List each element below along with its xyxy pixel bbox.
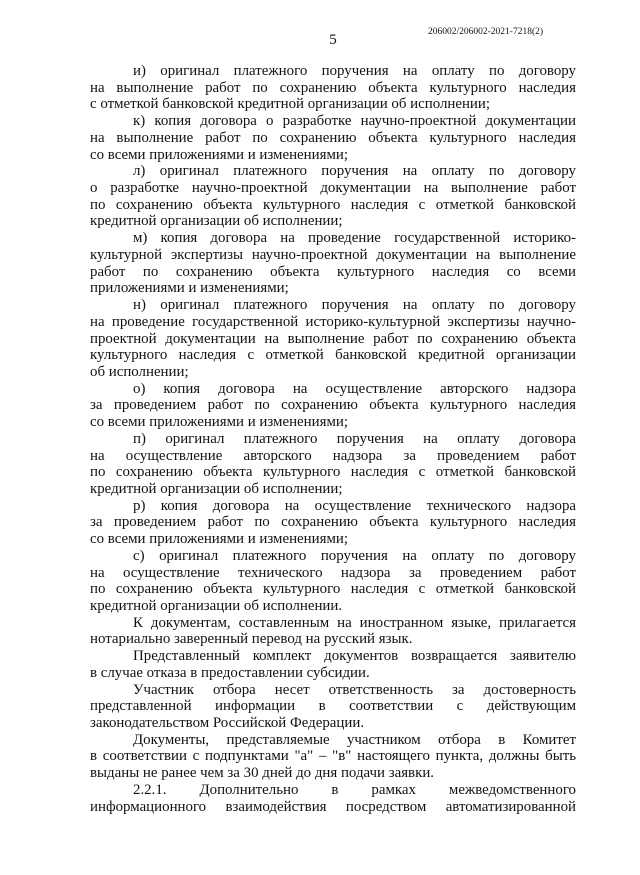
document-id: 206002/206002-2021-7218(2) bbox=[428, 27, 544, 37]
paragraph bbox=[90, 230, 576, 297]
text-line: н) оригинал платежного поручения на оплату по договору bbox=[133, 297, 576, 314]
paragraph bbox=[90, 163, 576, 230]
text-line: с отметкой банковской кредитной организации об исполнении; bbox=[90, 96, 490, 113]
text-line: работ по сохранению объекта культурного наследия со всеми bbox=[90, 263, 576, 280]
text-line: к) копия договора о разработке научно-проектной документации bbox=[133, 113, 576, 130]
text-line: по сохранению объекта культурного наследия с отметкой банковской bbox=[90, 196, 576, 213]
text-line: со всеми приложениями и изменениями; bbox=[90, 146, 348, 163]
text-line: кредитной организации об исполнении; bbox=[90, 480, 343, 497]
body-text bbox=[90, 63, 576, 815]
text-line: нотариально заверенный перевод на русский язык. bbox=[90, 631, 413, 648]
paragraph bbox=[90, 682, 576, 732]
paragraph bbox=[90, 113, 576, 163]
text-line: об исполнении; bbox=[90, 363, 189, 380]
text-line: о разработке научно-проектной документации на выполнение работ bbox=[90, 180, 576, 197]
text-line: представленной информации в соответствии с действующим bbox=[90, 698, 576, 715]
text-line: на проведение государственной историко-культурной экспертизы научно- bbox=[90, 313, 576, 330]
text-line: о) копия договора на осуществление авторского надзора bbox=[133, 380, 576, 397]
text-line: кредитной организации об исполнении; bbox=[90, 213, 343, 230]
text-line: законодательством Российской Федерации. bbox=[90, 715, 365, 732]
text-line: 2.2.1. Дополнительно в рамках межведомственного bbox=[133, 781, 576, 798]
paragraph bbox=[90, 63, 576, 113]
text-line: в случае отказа в предоставлении субсидии. bbox=[90, 664, 370, 681]
text-line: на осуществление авторского надзора за проведением работ bbox=[90, 447, 576, 464]
paragraph bbox=[90, 381, 576, 431]
text-line: по сохранению объекта культурного наследия с отметкой банковской bbox=[90, 581, 576, 598]
paragraph bbox=[90, 782, 576, 815]
text-line: с) оригинал платежного поручения на оплату по договору bbox=[133, 547, 576, 564]
page-number: 5 bbox=[329, 32, 337, 48]
text-line: в соответствии с подпунктами "а" – "в" настоящего пункта, должны быть bbox=[90, 748, 576, 765]
text-line: Представленный комплект документов возвращается заявителю bbox=[133, 648, 576, 665]
text-line: и) оригинал платежного поручения на оплату по договору bbox=[133, 63, 576, 79]
text-line: со всеми приложениями и изменениями; bbox=[90, 414, 348, 431]
text-line: культурного наследия с отметкой банковской кредитной организации bbox=[90, 347, 576, 364]
paragraph bbox=[90, 732, 576, 782]
paragraph bbox=[90, 648, 576, 681]
text-line: по сохранению объекта культурного наследия с отметкой банковской bbox=[90, 464, 576, 481]
text-line: со всеми приложениями и изменениями; bbox=[90, 531, 348, 548]
paragraph bbox=[90, 431, 576, 498]
text-line: м) копия договора на проведение государственной историко- bbox=[133, 230, 576, 247]
paragraph bbox=[90, 498, 576, 548]
paragraph bbox=[90, 297, 576, 381]
text-line: р) копия договора на осуществление технического надзора bbox=[133, 497, 576, 514]
text-line: К документам, составленным на иностранном языке, прилагается bbox=[133, 614, 576, 631]
text-line: выданы не ранее чем за 30 дней до дня подачи заявки. bbox=[90, 765, 435, 782]
text-line: л) оригинал платежного поручения на оплату по договору bbox=[133, 163, 576, 180]
text-line: Документы, представляемые участником отбора в Комитет bbox=[133, 731, 576, 748]
text-line: на осуществление технического надзора за проведением работ bbox=[90, 564, 576, 581]
paragraph bbox=[90, 615, 576, 648]
text-line: Участник отбора несет ответственность за достоверность bbox=[133, 681, 576, 698]
text-line: информационного взаимодействия посредством автоматизированной bbox=[90, 798, 576, 815]
text-line: п) оригинал платежного поручения на оплату договора bbox=[133, 430, 576, 447]
text-line: за проведением работ по сохранению объекта культурного наследия bbox=[90, 397, 576, 414]
text-line: за проведением работ по сохранению объекта культурного наследия bbox=[90, 514, 576, 531]
text-line: проектной документации на выполнение работ по сохранению объекта bbox=[90, 330, 576, 347]
text-line: приложениями и изменениями; bbox=[90, 280, 289, 297]
text-line: на выполнение работ по сохранению объекта культурного наследия bbox=[90, 79, 576, 96]
text-line: на выполнение работ по сохранению объекта культурного наследия bbox=[90, 129, 576, 146]
paragraph bbox=[90, 548, 576, 615]
text-line: кредитной организации об исполнении. bbox=[90, 598, 343, 614]
text-line: культурной экспертизы научно-проектной документации на выполнение bbox=[90, 246, 576, 263]
